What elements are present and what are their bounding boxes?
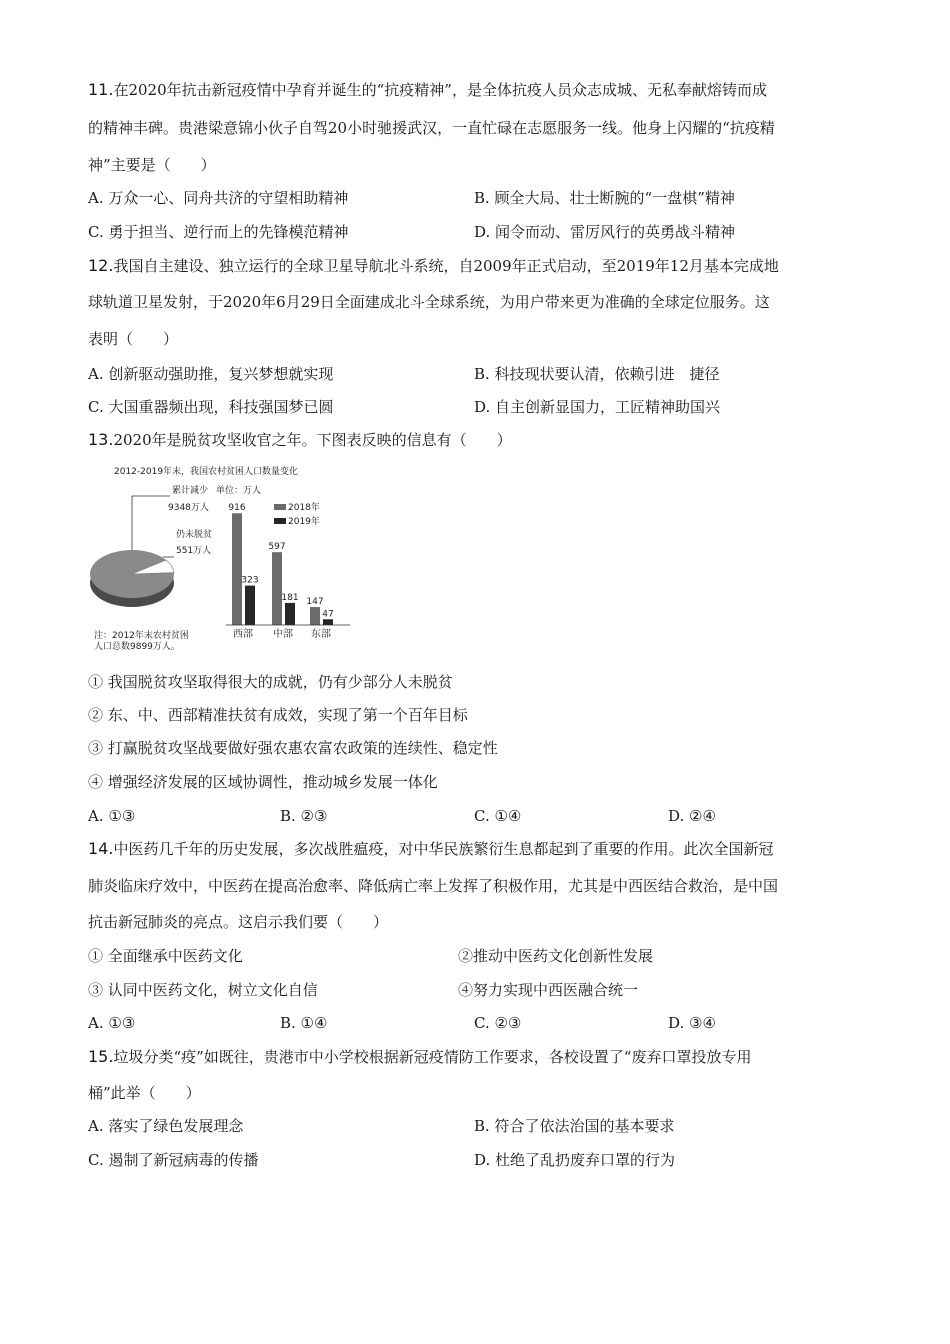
q14-option-a[interactable]: A. ①③ xyxy=(88,1014,136,1032)
bar-东部-2019年 xyxy=(323,619,333,625)
bar-value-label: 916 xyxy=(228,503,246,514)
legend-swatch-2018 xyxy=(274,504,286,510)
pie-chart xyxy=(90,550,174,607)
q14-line-2: 肺炎临床疗效中，中医药在提高治愈率、降低病亡率上发挥了积极作用，尤其是中西医结合救治，是中国 xyxy=(88,877,779,895)
q14-line-1: 14.中医药几千年的历史发展，多次战胜瘟疫，对中华民族繁衍生息都起到了重要的作用。此次全国新冠 xyxy=(88,839,774,858)
q13-option-b[interactable]: B. ②③ xyxy=(280,807,328,825)
bar-value-label: 47 xyxy=(322,609,334,620)
q12-option-a[interactable]: A. 创新驱动强助推，复兴梦想就实现 xyxy=(88,365,334,383)
q15-option-d[interactable]: D. 杜绝了乱扔废弃口罩的行为 xyxy=(474,1151,676,1169)
q12-option-c[interactable]: C. 大国重器频出现，科技强国梦已圆 xyxy=(88,398,334,416)
callout-line-reduced xyxy=(132,496,170,554)
bar-value-label: 597 xyxy=(268,542,286,553)
q14-statement-4: ④努力实现中西医融合统一 xyxy=(458,981,639,999)
q13-line-1: 13.2020年是脱贫攻坚收官之年。下图表反映的信息有（ ） xyxy=(88,430,512,449)
chart-note-line-1: 注：2012年末农村贫困 xyxy=(94,631,189,641)
bar-value-label: 181 xyxy=(281,592,299,603)
legend-label-2019: 2019年 xyxy=(288,517,320,527)
bar-category-label: 西部 xyxy=(233,629,253,640)
q11-option-a[interactable]: A. 万众一心、同舟共济的守望相助精神 xyxy=(88,189,349,207)
bar-西部-2019年 xyxy=(245,586,255,625)
q11-number: 11. xyxy=(88,80,114,99)
q12-option-d[interactable]: D. 自主创新显国力，工匠精神助国兴 xyxy=(474,398,721,416)
q15-line-1: 15.垃圾分类“疫”如既往，贵港市中小学校根据新冠疫情防工作要求，各校设置了“废弃口罩投放专用 xyxy=(88,1047,752,1066)
bar-东部-2018年 xyxy=(310,607,320,625)
q14-line-3: 抗击新冠肺炎的亮点。这启示我们要（ ） xyxy=(88,913,389,931)
q14-number: 14. xyxy=(88,839,114,858)
q15-number: 15. xyxy=(88,1047,114,1066)
q15-option-a[interactable]: A. 落实了绿色发展理念 xyxy=(88,1117,244,1135)
chart-unit: 单位：万人 xyxy=(216,486,262,496)
q13-statement-3: ③ 打赢脱贫攻坚战要做好强农惠农富农政策的连续性、稳定性 xyxy=(88,739,498,757)
q14-option-b[interactable]: B. ①④ xyxy=(280,1014,328,1032)
bar-西部-2018年 xyxy=(232,513,242,625)
q11-option-b[interactable]: B. 顾全大局、壮士断腕的“一盘棋”精神 xyxy=(474,189,735,207)
q12-number: 12. xyxy=(88,256,114,275)
q13-number: 13. xyxy=(88,430,114,449)
q11-option-d[interactable]: D. 闻令而动、雷厉风行的英勇战斗精神 xyxy=(474,223,736,241)
pie-value-remaining: 551万人 xyxy=(176,546,212,556)
q14-statement-2: ②推动中医药文化创新性发展 xyxy=(458,947,654,965)
q15-line-2: 桶”此举（ ） xyxy=(88,1084,201,1102)
q13-statement-4: ④ 增强经济发展的区域协调性，推动城乡发展一体化 xyxy=(88,773,438,791)
chart-title: 2012-2019年末，我国农村贫困人口数量变化 xyxy=(114,467,299,477)
q11-option-c[interactable]: C. 勇于担当、逆行而上的先锋模范精神 xyxy=(88,223,349,241)
q13-statement-2: ② 东、中、西部精准扶贫有成效，实现了第一个百年目标 xyxy=(88,706,468,724)
poverty-chart xyxy=(88,464,350,650)
q15-option-b[interactable]: B. 符合了依法治国的基本要求 xyxy=(474,1117,675,1135)
chart-note-line-2: 人口总数9899万人。 xyxy=(94,642,180,650)
q13-option-d[interactable]: D. ②④ xyxy=(668,807,716,825)
bar-category-label: 中部 xyxy=(273,629,293,640)
bar-value-label: 147 xyxy=(306,597,324,608)
q12-option-b[interactable]: B. 科技现状要认清，依赖引进 捷径 xyxy=(474,365,720,383)
q14-option-d[interactable]: D. ③④ xyxy=(668,1014,716,1032)
bar-category-label: 东部 xyxy=(311,629,331,640)
pie-label-reduced: 累计减少 xyxy=(172,486,209,496)
q12-line-3: 表明（ ） xyxy=(88,330,179,348)
q14-option-c[interactable]: C. ②③ xyxy=(474,1014,522,1032)
q12-line-2: 球轨道卫星发射，于2020年6月29日全面建成北斗全球系统，为用户带来更为准确的全球定位服务。这 xyxy=(88,293,770,311)
q14-statement-1: ① 全面继承中医药文化 xyxy=(88,947,243,965)
bar-中部-2018年 xyxy=(272,552,282,625)
pie-value-reduced: 9348万人 xyxy=(168,503,209,513)
q13-statement-1: ① 我国脱贫攻坚取得很大的成就，仍有少部分人未脱贫 xyxy=(88,673,453,691)
q14-statement-3: ③ 认同中医药文化，树立文化自信 xyxy=(88,981,318,999)
bar-value-label: 323 xyxy=(241,575,259,586)
q11-line-3: 神”主要是（ ） xyxy=(88,156,216,174)
q15-option-c[interactable]: C. 遏制了新冠病毒的传播 xyxy=(88,1151,259,1169)
legend-swatch-2019 xyxy=(274,518,286,524)
q12-line-1: 12.我国自主建设、独立运行的全球卫星导航北斗系统，自2009年正式启动，至2019年12月基本完成地 xyxy=(88,256,779,275)
bar-中部-2019年 xyxy=(285,603,295,625)
q11-line-2: 的精神丰碑。贵港梁意锦小伙子自驾20小时驰援武汉，一直忙碌在志愿服务一线。他身上闪耀的“抗疫精 xyxy=(88,119,775,137)
legend-label-2018: 2018年 xyxy=(288,503,320,513)
q11-line-1: 11.在2020年抗击新冠疫情中孕育并诞生的“抗疫精神”，是全体抗疫人员众志成城、无私奉献熔铸而成 xyxy=(88,80,767,99)
q13-option-c[interactable]: C. ①④ xyxy=(474,807,522,825)
q13-option-a[interactable]: A. ①③ xyxy=(88,807,136,825)
pie-label-remaining: 仍未脱贫 xyxy=(176,530,213,540)
